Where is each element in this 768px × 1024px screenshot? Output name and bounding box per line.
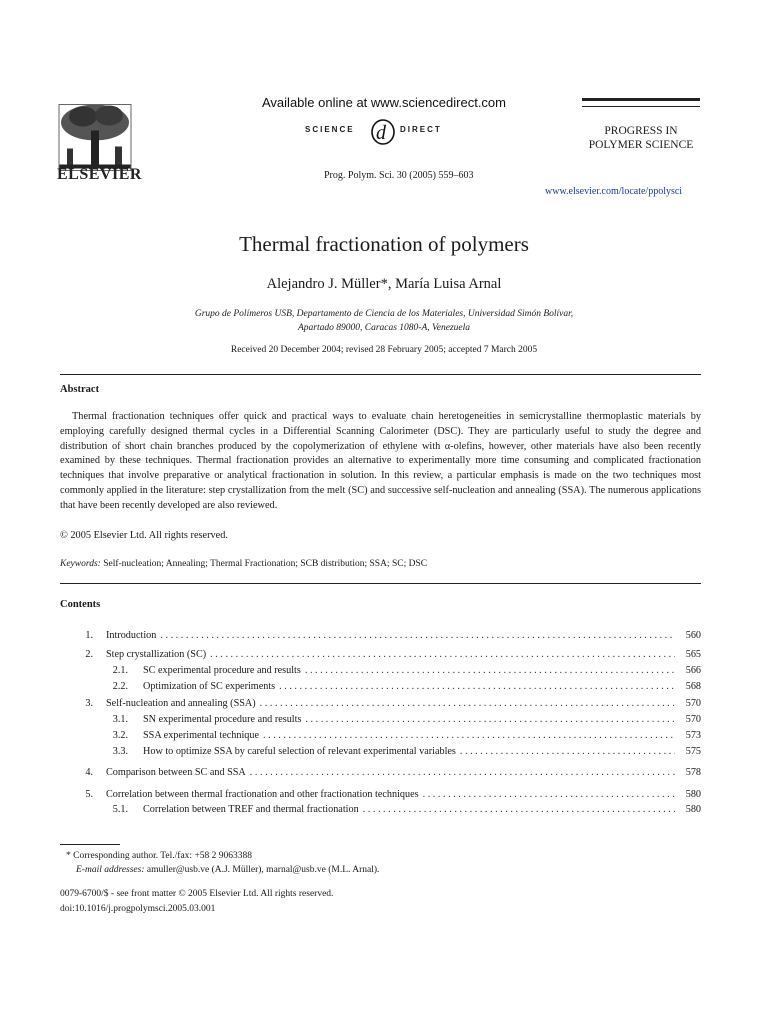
toc-title-text: SC experimental procedure and results	[143, 665, 301, 676]
toc-leader	[250, 767, 675, 778]
toc-leader	[160, 630, 675, 641]
toc-item[interactable]	[60, 698, 701, 713]
toc-number: 2.1.	[112, 665, 128, 676]
toc-number: 3.	[85, 698, 93, 709]
toc-item[interactable]	[60, 630, 701, 645]
keywords	[60, 559, 427, 569]
doi-line: doi:10.1016/j.progpolymsci.2005.03.001	[60, 904, 216, 914]
toc-page: 566	[685, 665, 701, 676]
abstract-rule	[60, 374, 701, 375]
article-title: Thermal fractionation of polymers	[239, 232, 529, 256]
toc-leader	[210, 649, 675, 660]
journal-citation: Prog. Polym. Sci. 30 (2005) 559–603	[324, 170, 474, 181]
toc-leader	[423, 789, 675, 800]
contents-heading: Contents	[60, 599, 101, 610]
header-rule-thick	[582, 98, 700, 101]
toc-item[interactable]	[60, 649, 701, 664]
toc-title-text: Introduction	[106, 630, 157, 641]
toc-title-text: Correlation between TREF and thermal fractionation	[143, 804, 359, 815]
email-label: E-mail addresses:	[76, 865, 145, 875]
toc-leader	[305, 665, 675, 676]
footnote-rule	[60, 844, 120, 845]
toc-title-text: Self-nucleation and annealing (SSA)	[106, 698, 256, 709]
toc-number: 1.	[85, 630, 93, 641]
toc-page: 580	[685, 804, 701, 815]
toc-number: 5.1.	[112, 804, 128, 815]
toc-title-text: Comparison between SC and SSA	[106, 767, 246, 778]
sciencedirect-left-word: SCIENCE	[305, 125, 355, 134]
svg-text:d: d	[376, 122, 386, 144]
journal-name	[582, 124, 700, 152]
toc-page: 560	[685, 630, 701, 641]
abstract-text: Thermal fractionation techniques offer quick and practical ways to evaluate chain heretogeneities in semicrystalline thermoplastic materials by employing carefully designed thermal cycles in a Differential Scanning Calorimeter (DSC). They are particularly useful to study the degree and distribution of short chain branches produced by the copolymerization of ethylene with α-olefins, however, other materials have also been recently examined by these techniques. Thermal fractionation provides an alternative to experimentally more time consuming and complicated fractionation techniques that involve preparative or analytical fractionation in solution. In this review, a particular emphasis is made on the two techniques most commonly applied in the literature: step crystallization from the melt (SC) and successive self-nucleation and annealing (SSA). The numerous applications that have been recently developed are also reviewed.	[60, 411, 701, 511]
toc-number: 3.2.	[112, 730, 128, 741]
toc-number: 3.3.	[112, 746, 128, 757]
affiliation-line2: Apartado 89000, Caracas 1080-A, Venezuela	[297, 323, 471, 333]
abstract-copyright: © 2005 Elsevier Ltd. All rights reserved.	[60, 530, 228, 541]
toc-page: 565	[685, 649, 701, 660]
toc-leader	[363, 804, 675, 815]
available-online-text: Available online at www.sciencedirect.com	[262, 95, 506, 110]
author-affiliation	[0, 307, 768, 335]
email-text: amuller@usb.ve (A.J. Müller), marnal@usb.ve (M.L. Arnal).	[146, 865, 380, 875]
journal-name-line2: POLYMER SCIENCE	[588, 139, 694, 151]
toc-title-text: Optimization of SC experiments	[143, 681, 276, 692]
email-addresses-note	[76, 865, 379, 875]
toc-number: 2.2.	[112, 681, 128, 692]
abstract-heading: Abstract	[60, 384, 100, 395]
article-authors: Alejandro J. Müller*, María Luisa Arnal	[266, 276, 502, 292]
contents-rule	[60, 583, 701, 584]
keywords-text: Self-nucleation; Annealing; Thermal Fractionation; SCB distribution; SSA; SC; DSC	[103, 559, 428, 569]
toc-item[interactable]	[60, 681, 701, 696]
toc-leader	[263, 730, 675, 741]
toc-title-text: SSA experimental technique	[143, 730, 259, 741]
toc-title-text: Correlation between thermal fractionation and other fractionation techniques	[106, 789, 419, 800]
toc-leader	[305, 714, 675, 725]
affiliation-line1: Grupo de Polímeros USB, Departamento de Ciencia de los Materiales, Universidad Simón Bolívar,	[194, 309, 574, 319]
toc-number: 3.1.	[112, 714, 128, 725]
toc-title-text: Step crystallization (SC)	[106, 649, 207, 660]
toc-page: 580	[685, 789, 701, 800]
toc-page: 573	[685, 730, 701, 741]
toc-page: 570	[685, 714, 701, 725]
toc-leader	[460, 746, 675, 757]
toc-item[interactable]	[60, 789, 701, 804]
toc-title-text: How to optimize SSA by careful selection of relevant experimental variables	[143, 746, 456, 757]
received-dates: Received 20 December 2004; revised 28 February 2005; accepted 7 March 2005	[230, 345, 538, 355]
issn-line: 0079-6700/$ - see front matter © 2005 Elsevier Ltd. All rights reserved.	[60, 889, 334, 899]
toc-leader	[279, 681, 675, 692]
toc-page: 578	[685, 767, 701, 778]
toc-item[interactable]	[60, 730, 701, 745]
toc-title-text: SN experimental procedure and results	[143, 714, 302, 725]
toc-item[interactable]	[60, 767, 701, 782]
toc-leader	[260, 698, 675, 709]
journal-name-line1: PROGRESS IN	[604, 125, 678, 137]
toc-item[interactable]	[60, 714, 701, 729]
toc-item[interactable]	[60, 804, 701, 819]
toc-page: 570	[685, 698, 701, 709]
corresponding-author-note: * Corresponding author. Tel./fax: +58 2 9063388	[66, 851, 253, 861]
toc-page: 568	[685, 681, 701, 692]
toc-item[interactable]	[60, 746, 701, 761]
keywords-label: Keywords:	[60, 559, 101, 569]
header-rule-thin	[582, 106, 700, 107]
abstract-body	[60, 410, 701, 514]
toc-number: 5.	[85, 789, 93, 800]
publisher-name: ELSEVIER	[57, 166, 142, 183]
sciencedirect-d-icon	[369, 113, 397, 147]
sciencedirect-right-word: DIRECT	[400, 125, 442, 134]
toc-item[interactable]	[60, 665, 701, 680]
toc-number: 2.	[85, 649, 93, 660]
journal-url-link[interactable]: www.elsevier.com/locate/ppolysci	[545, 186, 683, 197]
toc-page: 575	[685, 746, 701, 757]
toc-number: 4.	[85, 767, 93, 778]
